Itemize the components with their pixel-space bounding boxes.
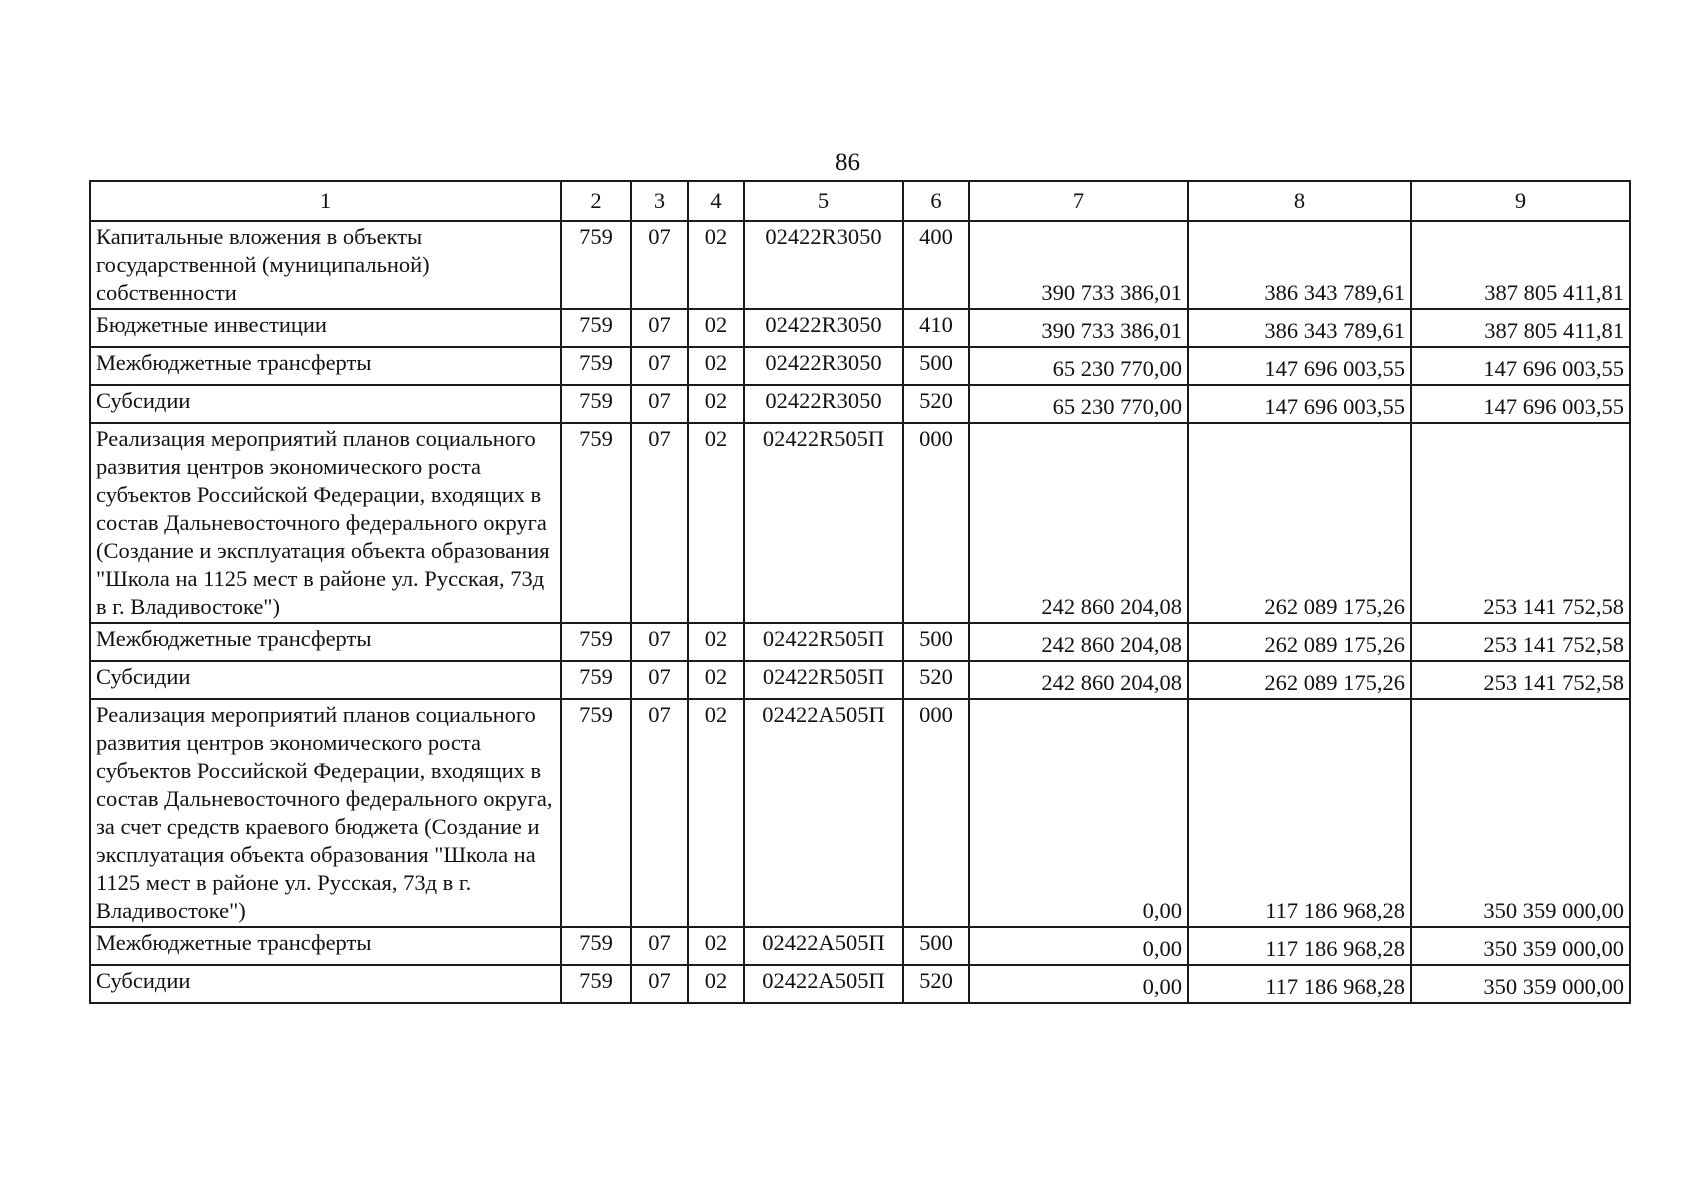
item-name-cell: Межбюджетные трансферты xyxy=(90,347,561,385)
table-row xyxy=(90,661,1630,699)
amount-col7-cell: 0,00 xyxy=(969,965,1188,1003)
column-header: 2 xyxy=(561,181,631,221)
target-article-cell: 02422А505П xyxy=(744,699,903,927)
amount-col9-cell: 387 805 411,81 xyxy=(1411,221,1630,309)
amount-col9-cell: 350 359 000,00 xyxy=(1411,699,1630,927)
expense-type-cell: 410 xyxy=(903,309,969,347)
column-header: 5 xyxy=(744,181,903,221)
ministry-code-cell: 759 xyxy=(561,661,631,699)
ministry-code-cell: 759 xyxy=(561,927,631,965)
target-article-cell: 02422R505П xyxy=(744,661,903,699)
ministry-code-cell: 759 xyxy=(561,221,631,309)
amount-col7-cell: 390 733 386,01 xyxy=(969,221,1188,309)
subsection-code-cell: 02 xyxy=(688,221,744,309)
column-header: 6 xyxy=(903,181,969,221)
ministry-code-cell: 759 xyxy=(561,699,631,927)
table-row xyxy=(90,965,1630,1003)
amount-col7-cell: 65 230 770,00 xyxy=(969,347,1188,385)
amount-col9-cell: 253 141 752,58 xyxy=(1411,623,1630,661)
ministry-code-cell: 759 xyxy=(561,623,631,661)
target-article-cell: 02422R3050 xyxy=(744,221,903,309)
amount-col8-cell: 386 343 789,61 xyxy=(1188,221,1411,309)
ministry-code-cell: 759 xyxy=(561,423,631,623)
subsection-code-cell: 02 xyxy=(688,699,744,927)
section-code-cell: 07 xyxy=(631,927,688,965)
target-article-cell: 02422R505П xyxy=(744,623,903,661)
amount-col8-cell: 117 186 968,28 xyxy=(1188,965,1411,1003)
table-row xyxy=(90,385,1630,423)
amount-col9-cell: 350 359 000,00 xyxy=(1411,965,1630,1003)
amount-col7-cell: 242 860 204,08 xyxy=(969,661,1188,699)
amount-col9-cell: 350 359 000,00 xyxy=(1411,927,1630,965)
section-code-cell: 07 xyxy=(631,965,688,1003)
expense-type-cell: 000 xyxy=(903,699,969,927)
amount-col9-cell: 387 805 411,81 xyxy=(1411,309,1630,347)
column-header: 9 xyxy=(1411,181,1630,221)
table-row xyxy=(90,623,1630,661)
subsection-code-cell: 02 xyxy=(688,927,744,965)
expense-type-cell: 520 xyxy=(903,661,969,699)
expense-type-cell: 520 xyxy=(903,965,969,1003)
target-article-cell: 02422А505П xyxy=(744,965,903,1003)
item-name-cell: Субсидии xyxy=(90,661,561,699)
item-name-cell: Реализация мероприятий планов социального развития центров экономического роста субъектов Российской Федерации, входящих в состав Дальневосточного федерального округа, за счет средств краевого бюджета (Создание и эксплуатация объекта образования "Школа на 1125 мест в районе ул. Русская, 73д в г. Владивостоке") xyxy=(90,699,561,927)
target-article-cell: 02422R3050 xyxy=(744,385,903,423)
ministry-code-cell: 759 xyxy=(561,385,631,423)
column-header: 1 xyxy=(90,181,561,221)
subsection-code-cell: 02 xyxy=(688,623,744,661)
section-code-cell: 07 xyxy=(631,661,688,699)
section-code-cell: 07 xyxy=(631,423,688,623)
amount-col8-cell: 262 089 175,26 xyxy=(1188,661,1411,699)
subsection-code-cell: 02 xyxy=(688,347,744,385)
section-code-cell: 07 xyxy=(631,385,688,423)
subsection-code-cell: 02 xyxy=(688,423,744,623)
column-header: 7 xyxy=(969,181,1188,221)
subsection-code-cell: 02 xyxy=(688,385,744,423)
target-article-cell: 02422R3050 xyxy=(744,309,903,347)
amount-col7-cell: 0,00 xyxy=(969,699,1188,927)
item-name-cell: Бюджетные инвестиции xyxy=(90,309,561,347)
amount-col9-cell: 253 141 752,58 xyxy=(1411,423,1630,623)
expense-type-cell: 500 xyxy=(903,347,969,385)
amount-col8-cell: 386 343 789,61 xyxy=(1188,309,1411,347)
section-code-cell: 07 xyxy=(631,347,688,385)
amount-col8-cell: 117 186 968,28 xyxy=(1188,699,1411,927)
budget-table xyxy=(89,180,1631,1004)
amount-col7-cell: 242 860 204,08 xyxy=(969,423,1188,623)
amount-col8-cell: 147 696 003,55 xyxy=(1188,385,1411,423)
expense-type-cell: 400 xyxy=(903,221,969,309)
item-name-cell: Субсидии xyxy=(90,965,561,1003)
amount-col7-cell: 0,00 xyxy=(969,927,1188,965)
table-row xyxy=(90,221,1630,309)
page-number: 86 xyxy=(835,149,860,176)
subsection-code-cell: 02 xyxy=(688,309,744,347)
section-code-cell: 07 xyxy=(631,623,688,661)
ministry-code-cell: 759 xyxy=(561,347,631,385)
subsection-code-cell: 02 xyxy=(688,965,744,1003)
item-name-cell: Межбюджетные трансферты xyxy=(90,623,561,661)
amount-col9-cell: 253 141 752,58 xyxy=(1411,661,1630,699)
expense-type-cell: 000 xyxy=(903,423,969,623)
amount-col8-cell: 147 696 003,55 xyxy=(1188,347,1411,385)
item-name-cell: Капитальные вложения в объекты государственной (муниципальной) собственности xyxy=(90,221,561,309)
table-row xyxy=(90,927,1630,965)
ministry-code-cell: 759 xyxy=(561,965,631,1003)
target-article-cell: 02422R3050 xyxy=(744,347,903,385)
expense-type-cell: 520 xyxy=(903,385,969,423)
table-row xyxy=(90,423,1630,623)
item-name-cell: Реализация мероприятий планов социального развития центров экономического роста субъектов Российской Федерации, входящих в состав Дальневосточного федерального округа (Создание и эксплуатация объекта образования "Школа на 1125 мест в районе ул. Русская, 73д в г. Владивостоке") xyxy=(90,423,561,623)
column-number-header-row xyxy=(90,181,1630,221)
amount-col9-cell: 147 696 003,55 xyxy=(1411,347,1630,385)
table-row xyxy=(90,347,1630,385)
amount-col7-cell: 390 733 386,01 xyxy=(969,309,1188,347)
amount-col9-cell: 147 696 003,55 xyxy=(1411,385,1630,423)
section-code-cell: 07 xyxy=(631,221,688,309)
column-header: 8 xyxy=(1188,181,1411,221)
amount-col8-cell: 117 186 968,28 xyxy=(1188,927,1411,965)
column-header: 4 xyxy=(688,181,744,221)
target-article-cell: 02422А505П xyxy=(744,927,903,965)
item-name-cell: Межбюджетные трансферты xyxy=(90,927,561,965)
amount-col7-cell: 242 860 204,08 xyxy=(969,623,1188,661)
ministry-code-cell: 759 xyxy=(561,309,631,347)
target-article-cell: 02422R505П xyxy=(744,423,903,623)
amount-col7-cell: 65 230 770,00 xyxy=(969,385,1188,423)
item-name-cell: Субсидии xyxy=(90,385,561,423)
section-code-cell: 07 xyxy=(631,699,688,927)
expense-type-cell: 500 xyxy=(903,927,969,965)
section-code-cell: 07 xyxy=(631,309,688,347)
table-row xyxy=(90,699,1630,927)
amount-col8-cell: 262 089 175,26 xyxy=(1188,423,1411,623)
amount-col8-cell: 262 089 175,26 xyxy=(1188,623,1411,661)
expense-type-cell: 500 xyxy=(903,623,969,661)
subsection-code-cell: 02 xyxy=(688,661,744,699)
table-row xyxy=(90,309,1630,347)
column-header: 3 xyxy=(631,181,688,221)
